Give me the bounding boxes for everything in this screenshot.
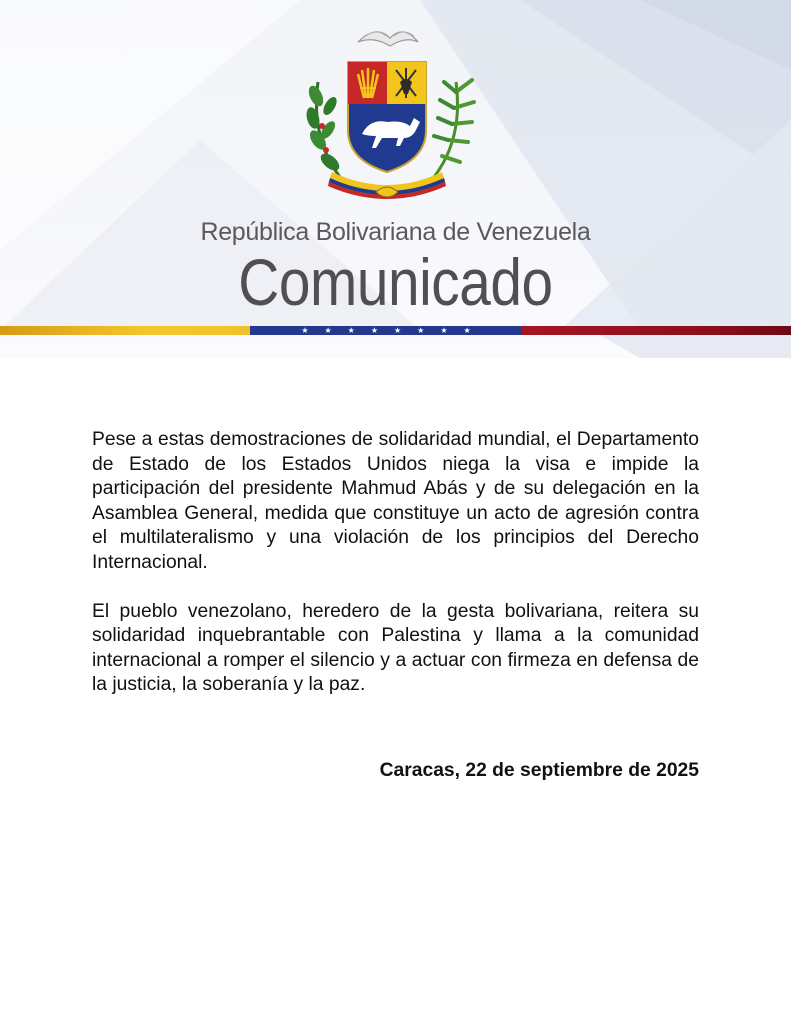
star-icon: ★ xyxy=(417,326,425,335)
star-icon: ★ xyxy=(324,326,332,335)
flag-stripe-yellow xyxy=(0,326,250,335)
flag-stripe-red xyxy=(522,326,791,335)
communique-body xyxy=(92,428,699,722)
body-paragraph: Pese a estas demostraciones de solidaridad mundial, el Departamento de Estado de los Estados Unidos niega la visa e impide la participación del presidente Mahmud Abás y de su delegación en la Asamblea General, medida que constituye un acto de agresión contra el multilateralismo y una violación de los principios del Derecho Internacional. xyxy=(92,429,699,573)
organization-name: República Bolivariana de Venezuela xyxy=(200,218,591,246)
coat-of-arms-venezuela-icon xyxy=(296,22,478,212)
body-paragraph: El pueblo venezolano, heredero de la gesta bolivariana, reitera su solidaridad inquebrantable con Palestina y llama a la comunidad internacional a romper el silencio y a actuar con firmeza en defensa de la justicia, la soberanía y la paz. xyxy=(92,600,699,696)
flag-stripe-blue xyxy=(250,326,522,335)
document-title: Comunicado xyxy=(238,245,553,319)
star-icon: ★ xyxy=(370,326,378,335)
star-icon: ★ xyxy=(440,326,448,335)
star-icon: ★ xyxy=(301,326,309,335)
flag-stripe xyxy=(0,326,791,335)
star-icon: ★ xyxy=(394,326,402,335)
star-icon: ★ xyxy=(347,326,355,335)
communique-header xyxy=(0,0,791,358)
star-icon: ★ xyxy=(463,326,471,335)
place-date-signoff: Caracas, 22 de septiembre de 2025 xyxy=(379,760,699,781)
